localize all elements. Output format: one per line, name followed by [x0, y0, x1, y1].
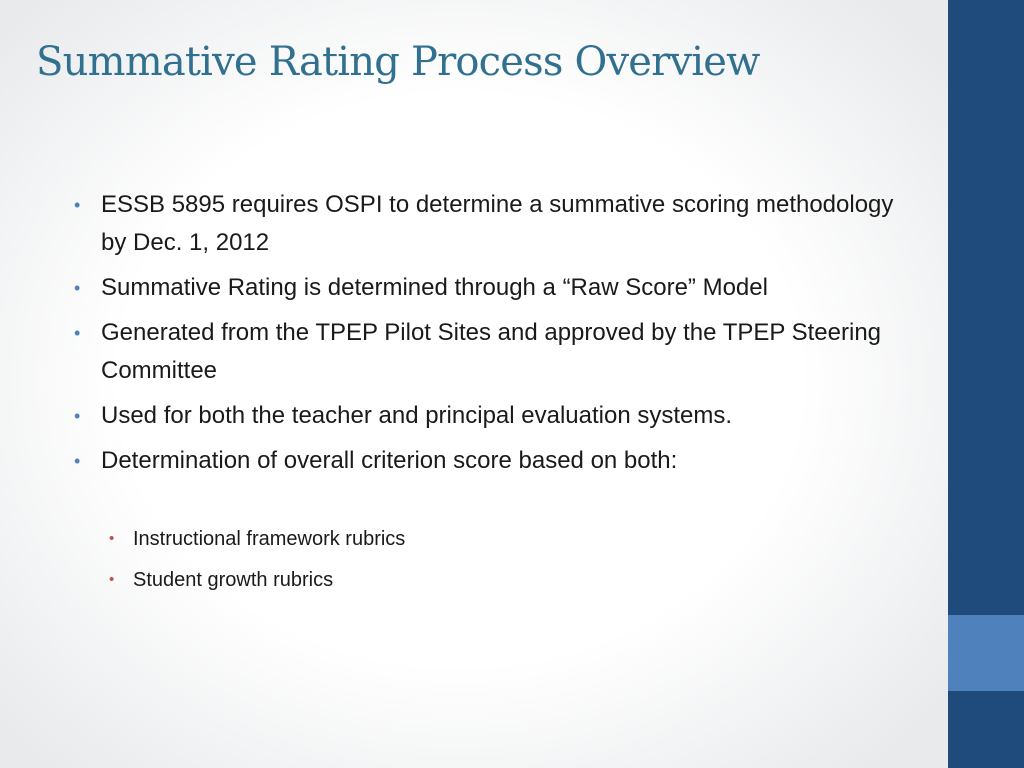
bullet-dot-icon: •: [74, 195, 81, 215]
bullet-text: Generated from the TPEP Pilot Sites and approved by the TPEP Steering Committee: [101, 319, 882, 384]
sub-bullet-list: [74, 522, 914, 604]
side-accent-block: [948, 615, 1024, 691]
bullet-text: Determination of overall criterion score based on both:: [101, 447, 678, 474]
bullet-item: [74, 397, 914, 435]
bullet-list: [74, 186, 914, 487]
bullet-item: [74, 186, 914, 262]
sub-bullet-dot-icon: •: [109, 571, 115, 588]
sub-bullet-dot-icon: •: [109, 530, 115, 547]
sub-bullet-text: Student growth rubrics: [133, 569, 334, 591]
slide-title: Summative Rating Process Overview: [36, 39, 760, 85]
bullet-item: [74, 442, 914, 480]
bullet-item: [74, 314, 914, 390]
bullet-text: ESSB 5895 requires OSPI to determine a summative scoring methodology by Dec. 1, 2012: [101, 191, 894, 256]
sub-bullet-item: [74, 522, 914, 556]
sub-bullet-item: [74, 563, 914, 597]
sub-bullet-text: Instructional framework rubrics: [133, 528, 406, 550]
bullet-dot-icon: •: [74, 278, 81, 298]
bullet-dot-icon: •: [74, 451, 81, 471]
bullet-text: Summative Rating is determined through a “Raw Score” Model: [101, 274, 768, 301]
bullet-dot-icon: •: [74, 323, 81, 343]
bullet-item: [74, 269, 914, 307]
bullet-dot-icon: •: [74, 406, 81, 426]
bullet-text: Used for both the teacher and principal evaluation systems.: [101, 402, 733, 429]
